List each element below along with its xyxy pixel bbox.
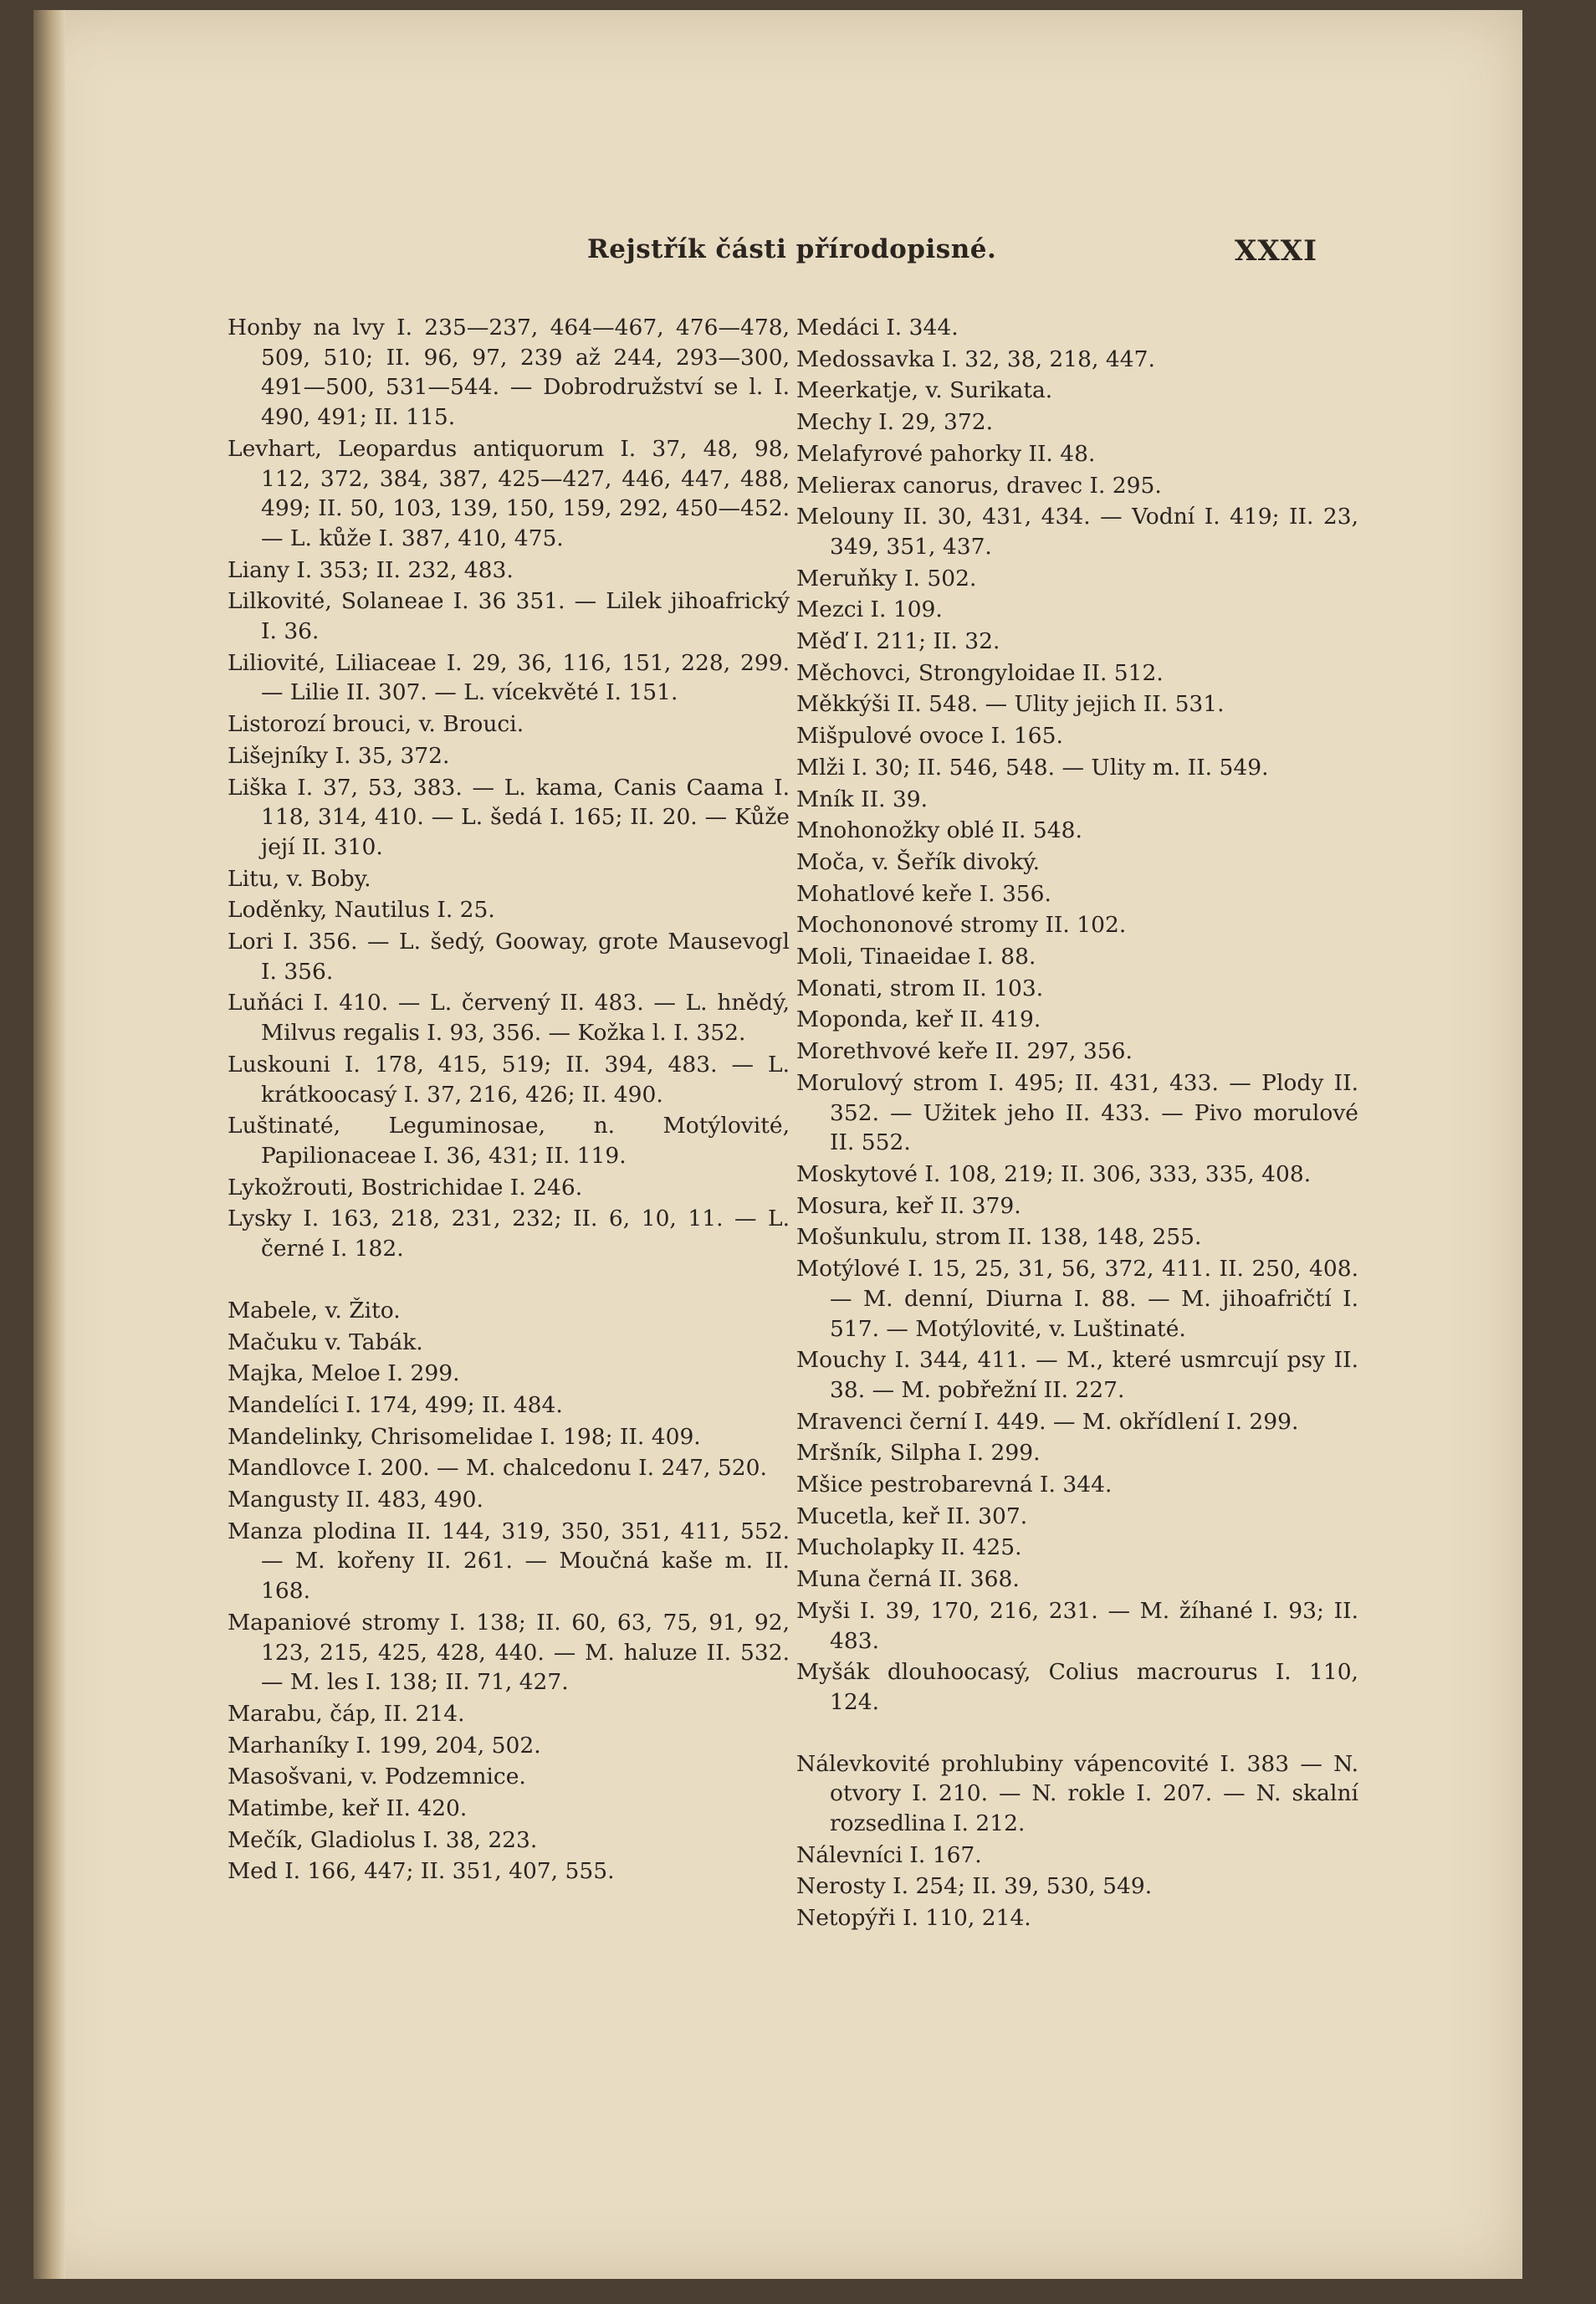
index-entry: Med I. 166, 447; II. 351, 407, 555. bbox=[228, 1858, 615, 1885]
index-entry: Mandelíci I. 174, 499; II. 484. bbox=[228, 1391, 563, 1418]
index-entry: Moča, v. Šeřík divoký. bbox=[796, 848, 1041, 875]
index-entry: Mosura, keř II. 379. bbox=[796, 1192, 1021, 1219]
index-entry: Měď I. 211; II. 32. bbox=[796, 628, 1000, 655]
index-column-right bbox=[796, 313, 1358, 1935]
index-entry: Nerosty I. 254; II. 39, 530, 549. bbox=[796, 1873, 1153, 1900]
index-entry: Matimbe, keř II. 420. bbox=[228, 1795, 468, 1822]
index-entry: Moli, Tinaeidae I. 88. bbox=[796, 944, 1036, 970]
index-entry: Luňáci I. 410. — L. červený II. 483. — L. hnědý, Milvus regalis I. 93, 356. — Kožka l. I. 352. bbox=[228, 990, 790, 1047]
running-title: Rejstřík části přírodopisné. bbox=[587, 234, 997, 264]
index-entry: Meerkatje, v. Surikata. bbox=[796, 377, 1053, 404]
index-entry: Mišpulové ovoce I. 165. bbox=[796, 723, 1063, 750]
index-entry: Mšice pestrobarevná I. 344. bbox=[796, 1472, 1113, 1498]
index-entry: Manza plodina II. 144, 319, 350, 351, 411, 552. — M. kořeny II. 261. — Moučná kaše m. II. 168. bbox=[228, 1518, 790, 1605]
index-entry: Melafyrové pahorky II. 48. bbox=[796, 440, 1096, 467]
index-entry: Melouny II. 30, 431, 434. — Vodní I. 419; II. 23, 349, 351, 437. bbox=[796, 504, 1358, 560]
index-entry: Listorozí brouci, v. Brouci. bbox=[228, 711, 524, 738]
index-entry: Netopýři I. 110, 214. bbox=[796, 1905, 1031, 1932]
index-entry: Liliovité, Liliaceae I. 29, 36, 116, 151, 228, 299. — Lilie II. 307. — L. vícekvěté I. 151. bbox=[228, 649, 790, 706]
index-entry: Mandelinky, Chrisomelidae I. 198; II. 409. bbox=[228, 1423, 701, 1450]
index-entry: Mechy I. 29, 372. bbox=[796, 409, 994, 436]
index-entry: Majka, Meloe I. 299. bbox=[228, 1360, 460, 1387]
index-entry: Mník II. 39. bbox=[796, 786, 928, 812]
index-entry: Moponda, keř II. 419. bbox=[796, 1006, 1041, 1033]
index-entry: Lysky I. 163, 218, 231, 232; II. 6, 10, 11. — L. černé I. 182. bbox=[228, 1206, 790, 1262]
index-entry: Myšák dlouhoocasý, Colius macrourus I. 110, 124. bbox=[796, 1659, 1358, 1715]
index-entry: Medossavka I. 32, 38, 218, 447. bbox=[796, 346, 1155, 372]
index-entry: Mochononové stromy II. 102. bbox=[796, 912, 1127, 939]
index-entry: Nálevkovité prohlubiny vápencovité I. 383 — N. otvory I. 210. — N. rokle I. 207. — N. skalní rozsedlina I. 212. bbox=[796, 1750, 1358, 1837]
index-entry: Medáci I. 344. bbox=[796, 315, 959, 340]
index-entry: Mečík, Gladiolus I. 38, 223. bbox=[228, 1826, 538, 1853]
index-entry: Masošvani, v. Podzemnice. bbox=[228, 1764, 526, 1790]
index-entry: Mravenci černí I. 449. — M. okřídlení I. 299. bbox=[796, 1408, 1299, 1435]
index-entry: Mucholapky II. 425. bbox=[796, 1534, 1022, 1561]
index-entry: Loděnky, Nautilus I. 25. bbox=[228, 897, 495, 924]
index-entry: Meruňky I. 502. bbox=[796, 565, 977, 591]
index-entry: Lišejníky I. 35, 372. bbox=[228, 742, 450, 769]
index-entry: Morethvové keře II. 297, 356. bbox=[796, 1038, 1133, 1065]
index-entry: Marhaníky I. 199, 204, 502. bbox=[228, 1732, 541, 1759]
index-entry: Luskouni I. 178, 415, 519; II. 394, 483. — L. krátkoocasý I. 37, 216, 426; II. 490. bbox=[228, 1051, 790, 1108]
index-entry: Mouchy I. 344, 411. — M., které usmrcují psy II. 38. — M. pobřežní II. 227. bbox=[796, 1347, 1358, 1403]
index-entry: Mačuku v. Tabák. bbox=[228, 1329, 423, 1355]
index-entry: Marabu, čáp, II. 214. bbox=[228, 1700, 465, 1727]
index-entry: Mršník, Silpha I. 299. bbox=[796, 1440, 1041, 1467]
index-entry: Mnohonožky oblé II. 548. bbox=[796, 817, 1082, 844]
index-entry: Mangusty II. 483, 490. bbox=[228, 1487, 483, 1513]
index-entry: Mabele, v. Žito. bbox=[228, 1297, 401, 1324]
index-entry: Morulový strom I. 495; II. 431, 433. — Plody II. 352. — Užitek jeho II. 433. — Pivo morulové II. 552. bbox=[796, 1069, 1358, 1156]
page-header bbox=[33, 234, 1522, 268]
index-entry: Moskytové I. 108, 219; II. 306, 333, 335, 408. bbox=[796, 1160, 1312, 1187]
index-column-left bbox=[228, 313, 790, 1888]
index-entry: Mohatlové keře I. 356. bbox=[796, 880, 1051, 907]
index-entry: Nálevníci I. 167. bbox=[796, 1841, 982, 1868]
index-entry: Lilkovité, Solaneae I. 36 351. — Lilek jihoafrický I. 36. bbox=[228, 588, 790, 645]
index-entry: Luštinaté, Leguminosae, n. Motýlovité, Papilionaceae I. 36, 431; II. 119. bbox=[228, 1113, 790, 1169]
page-number: XXXI bbox=[1235, 234, 1318, 268]
index-entry: Liany I. 353; II. 232, 483. bbox=[228, 556, 514, 583]
index-entry: Litu, v. Boby. bbox=[228, 865, 371, 892]
index-entry: Mlži I. 30; II. 546, 548. — Ulity m. II. 549. bbox=[796, 754, 1269, 781]
page-gutter bbox=[33, 10, 65, 2279]
index-entry: Honby na lvy I. 235—237, 464—467, 476—478, 509, 510; II. 96, 97, 239 až 244, 293—300, 491—500, 531—544. — Dobrodružství se l. I. 490, 491; II. 115. bbox=[228, 315, 790, 431]
index-entry: Mezci I. 109. bbox=[796, 596, 943, 623]
index-entry: Mapaniové stromy I. 138; II. 60, 63, 75, 91, 92, 123, 215, 425, 428, 440. — M. haluze II. 532. — M. les I. 138; II. 71, 427. bbox=[228, 1609, 790, 1696]
index-entry: Monati, strom II. 103. bbox=[796, 975, 1044, 1001]
book-page bbox=[33, 10, 1522, 2279]
section-gap bbox=[796, 1719, 1358, 1749]
index-entry: Měchovci, Strongyloidae II. 512. bbox=[796, 659, 1164, 686]
index-entry: Motýlové I. 15, 25, 31, 56, 372, 411. II. 250, 408. — M. denní, Diurna I. 88. — M. jihoafričtí I. 517. — Motýlovité, v. Luštinaté. bbox=[796, 1256, 1358, 1342]
index-entry: Lykožrouti, Bostrichidae I. 246. bbox=[228, 1174, 583, 1201]
index-entry: Mandlovce I. 200. — M. chalcedonu I. 247, 520. bbox=[228, 1455, 767, 1482]
index-entry: Levhart, Leopardus antiquorum I. 37, 48, 98, 112, 372, 384, 387, 425—427, 446, 447, 488, 499; II. 50, 103, 139, 150, 159, 292, 450—452. — L. kůže I. 387, 410, 475. bbox=[228, 435, 790, 551]
index-entry: Měkkýši II. 548. — Ulity jejich II. 531. bbox=[796, 691, 1225, 718]
index-entry: Myši I. 39, 170, 216, 231. — M. žíhané I. 93; II. 483. bbox=[796, 1597, 1358, 1654]
index-entry: Mošunkulu, strom II. 138, 148, 255. bbox=[796, 1224, 1202, 1251]
index-entry: Liška I. 37, 53, 383. — L. kama, Canis Caama I. 118, 314, 410. — L. šedá I. 165; II. 20. — Kůže její II. 310. bbox=[228, 774, 790, 860]
index-entry: Melierax canorus, dravec I. 295. bbox=[796, 472, 1162, 499]
section-gap bbox=[228, 1266, 790, 1296]
index-entry: Lori I. 356. — L. šedý, Gooway, grote Mausevogl I. 356. bbox=[228, 929, 790, 985]
index-entry: Muna černá II. 368. bbox=[796, 1566, 1020, 1593]
index-entry: Mucetla, keř II. 307. bbox=[796, 1503, 1028, 1529]
